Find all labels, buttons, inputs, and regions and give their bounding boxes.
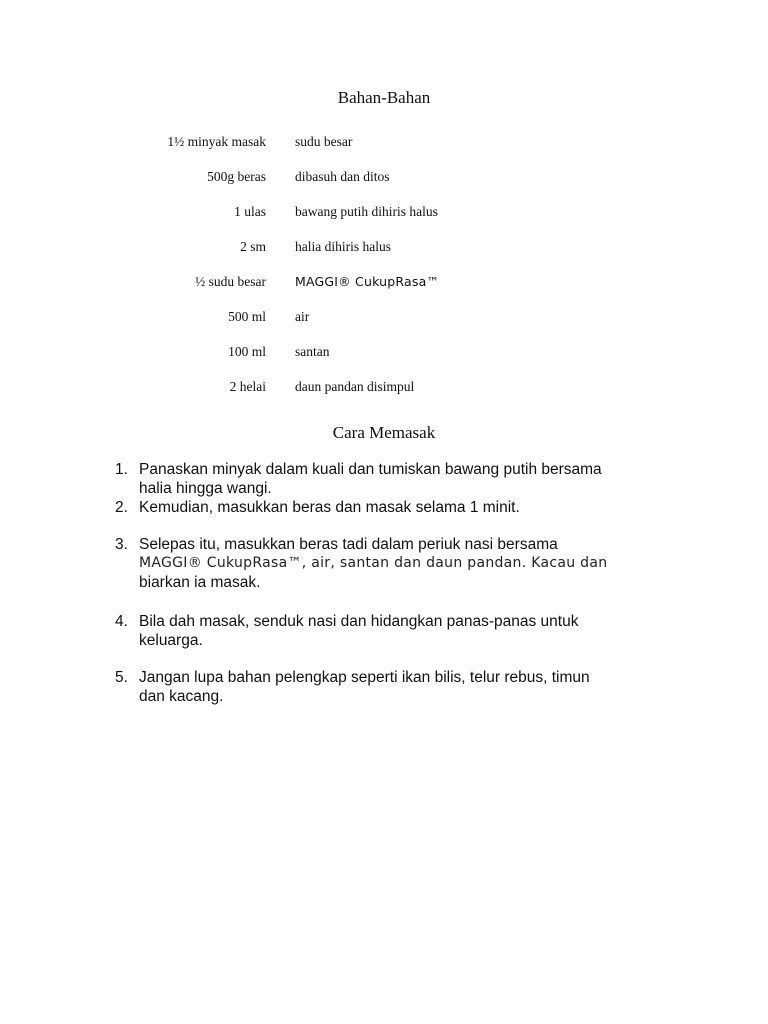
ingredient-row [0,239,768,259]
ingredient-quantity: 1½ minyak masak [167,134,266,149]
ingredient-description: MAGGI® CukupRasa™ [295,274,440,289]
ingredient-row [0,309,768,329]
step-line: halia hingga wangi. [139,480,272,497]
ingredient-row [0,344,768,364]
step-line: biarkan ia masak. [139,574,261,591]
step-number: 1. [115,461,128,478]
step-text [139,460,674,498]
step-line: keluarga. [139,632,203,649]
step-text [139,668,674,706]
ingredient-quantity: ½ sudu besar [195,274,266,289]
ingredient-description: dibasuh dan ditos [295,169,390,184]
step-text [139,612,674,650]
step-line: Bila dah masak, senduk nasi dan hidangkan panas-panas untuk [139,613,579,630]
ingredient-row [0,169,768,189]
ingredient-row [0,134,768,154]
ingredient-description: sudu besar [295,134,353,149]
ingredient-description: santan [295,344,330,359]
ingredients-heading: Bahan-Bahan [337,88,431,107]
step-number: 2. [115,499,128,516]
ingredient-description: air [295,309,310,324]
ingredient-description: halia dihiris halus [295,239,391,254]
method-heading: Cara Memasak [332,423,436,442]
ingredient-row [0,274,768,294]
ingredient-description: daun pandan disimpul [295,379,415,394]
ingredient-quantity: 1 ulas [234,204,266,219]
ingredient-quantity: 2 helai [229,379,266,394]
step-number: 5. [115,669,128,686]
ingredient-row [0,379,768,399]
ingredient-row [0,204,768,224]
step-line: dan kacang. [139,688,224,705]
step-line: MAGGI® CukupRasa™, air, santan dan daun pandan. Kacau dan [139,555,608,571]
step-text [139,498,674,517]
step-number: 3. [115,536,128,553]
ingredient-quantity: 500 ml [228,309,266,324]
step-text [139,535,674,592]
step-line: Panaskan minyak dalam kuali dan tumiskan bawang putih bersama [139,461,602,478]
ingredient-quantity: 2 sm [240,239,266,254]
step-number: 4. [115,613,128,630]
step-line: Jangan lupa bahan pelengkap seperti ikan bilis, telur rebus, timun [139,669,590,686]
ingredient-quantity: 100 ml [228,344,266,359]
ingredient-description: bawang putih dihiris halus [295,204,438,219]
ingredient-quantity: 500g beras [207,169,266,184]
step-line: Selepas itu, masukkan beras tadi dalam periuk nasi bersama [139,536,558,553]
step-line: Kemudian, masukkan beras dan masak selama 1 minit. [139,499,520,516]
